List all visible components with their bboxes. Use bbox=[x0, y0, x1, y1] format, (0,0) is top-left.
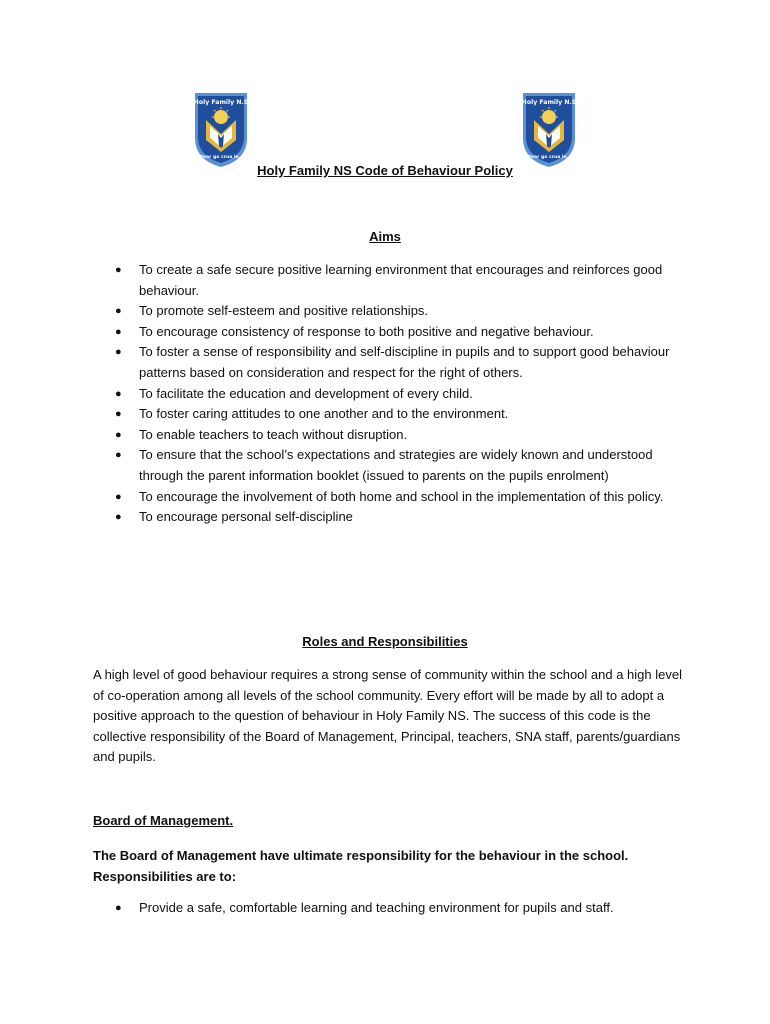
list-item: ● To ensure that the school’s expectations and strategies are widely known and understood through the parent information booklet (issued to parents on the pupils enrolment) bbox=[115, 447, 653, 483]
list-item: ● To encourage consistency of response to both positive and negative behaviour. bbox=[112, 322, 672, 343]
svg-text:ar aistear go crua le chéile: ar aistear go crua le chéile bbox=[514, 155, 584, 160]
bullet-icon: ● bbox=[115, 346, 122, 359]
board-intro: The Board of Management have ultimate responsibility for the behaviour in the school. Responsibilities are to: bbox=[93, 848, 629, 884]
roles-paragraph: A high level of good behaviour requires a strong sense of community within the school and a high level of co-operation among all levels of the school community. Every effort will be made by all to adopt a positive approach to the question of behaviour in Holy Family NS. The success of this code is the collective responsibility of the Board of Management, Principal, teachers, SNA staff, parents/guardians and pupils. bbox=[93, 667, 682, 765]
aims-heading: Aims bbox=[369, 229, 401, 244]
crest-icon bbox=[186, 90, 256, 170]
bullet-icon: ● bbox=[115, 449, 122, 462]
bullet-icon: ● bbox=[115, 428, 122, 441]
bullet-icon: ● bbox=[115, 490, 122, 503]
list-item: ● To create a safe secure positive learning environment that encourages and reinforces good behaviour. bbox=[115, 262, 663, 298]
bullet-icon: ● bbox=[115, 264, 122, 276]
list-item: ● To promote self-esteem and positive relationships. bbox=[112, 301, 672, 322]
aims-list bbox=[112, 260, 672, 528]
crest-icon bbox=[514, 90, 584, 170]
school-crest-logo-left bbox=[186, 90, 256, 170]
document-title: Holy Family NS Code of Behaviour Policy bbox=[257, 163, 513, 178]
svg-text:Holy Family N.S: Holy Family N.S bbox=[521, 99, 577, 106]
list-item: ● To foster caring attitudes to one another and to the environment. bbox=[112, 404, 672, 425]
bullet-icon: ● bbox=[115, 305, 122, 318]
roles-heading: Roles and Responsibilities bbox=[302, 634, 468, 649]
bullet-icon: ● bbox=[115, 325, 122, 338]
svg-text:ar aistear go crua le chéile: ar aistear go crua le chéile bbox=[186, 155, 256, 160]
list-item: ● To foster a sense of responsibility and self-discipline in pupils and to support good behaviour patterns based on consideration and respect for the right of others. bbox=[115, 344, 670, 380]
bullet-icon: ● bbox=[115, 511, 122, 524]
list-item: ● To enable teachers to teach without disruption. bbox=[112, 425, 672, 446]
bullet-icon: ● bbox=[115, 387, 122, 400]
bullet-icon: ● bbox=[115, 408, 122, 421]
svg-text:Holy Family N.S: Holy Family N.S bbox=[193, 99, 249, 106]
list-item: ● To facilitate the education and development of every child. bbox=[112, 384, 672, 405]
board-of-management-heading: Board of Management. bbox=[93, 813, 234, 828]
list-item: ● To encourage the involvement of both home and school in the implementation of this policy. bbox=[112, 487, 672, 508]
school-crest-logo-right bbox=[514, 90, 584, 170]
list-item: ● Provide a safe, comfortable learning and teaching environment for pupils and staff. bbox=[112, 898, 692, 919]
list-item: ● To encourage personal self-discipline bbox=[112, 507, 672, 528]
board-responsibilities-list bbox=[112, 898, 692, 919]
bullet-icon: ● bbox=[115, 902, 122, 914]
